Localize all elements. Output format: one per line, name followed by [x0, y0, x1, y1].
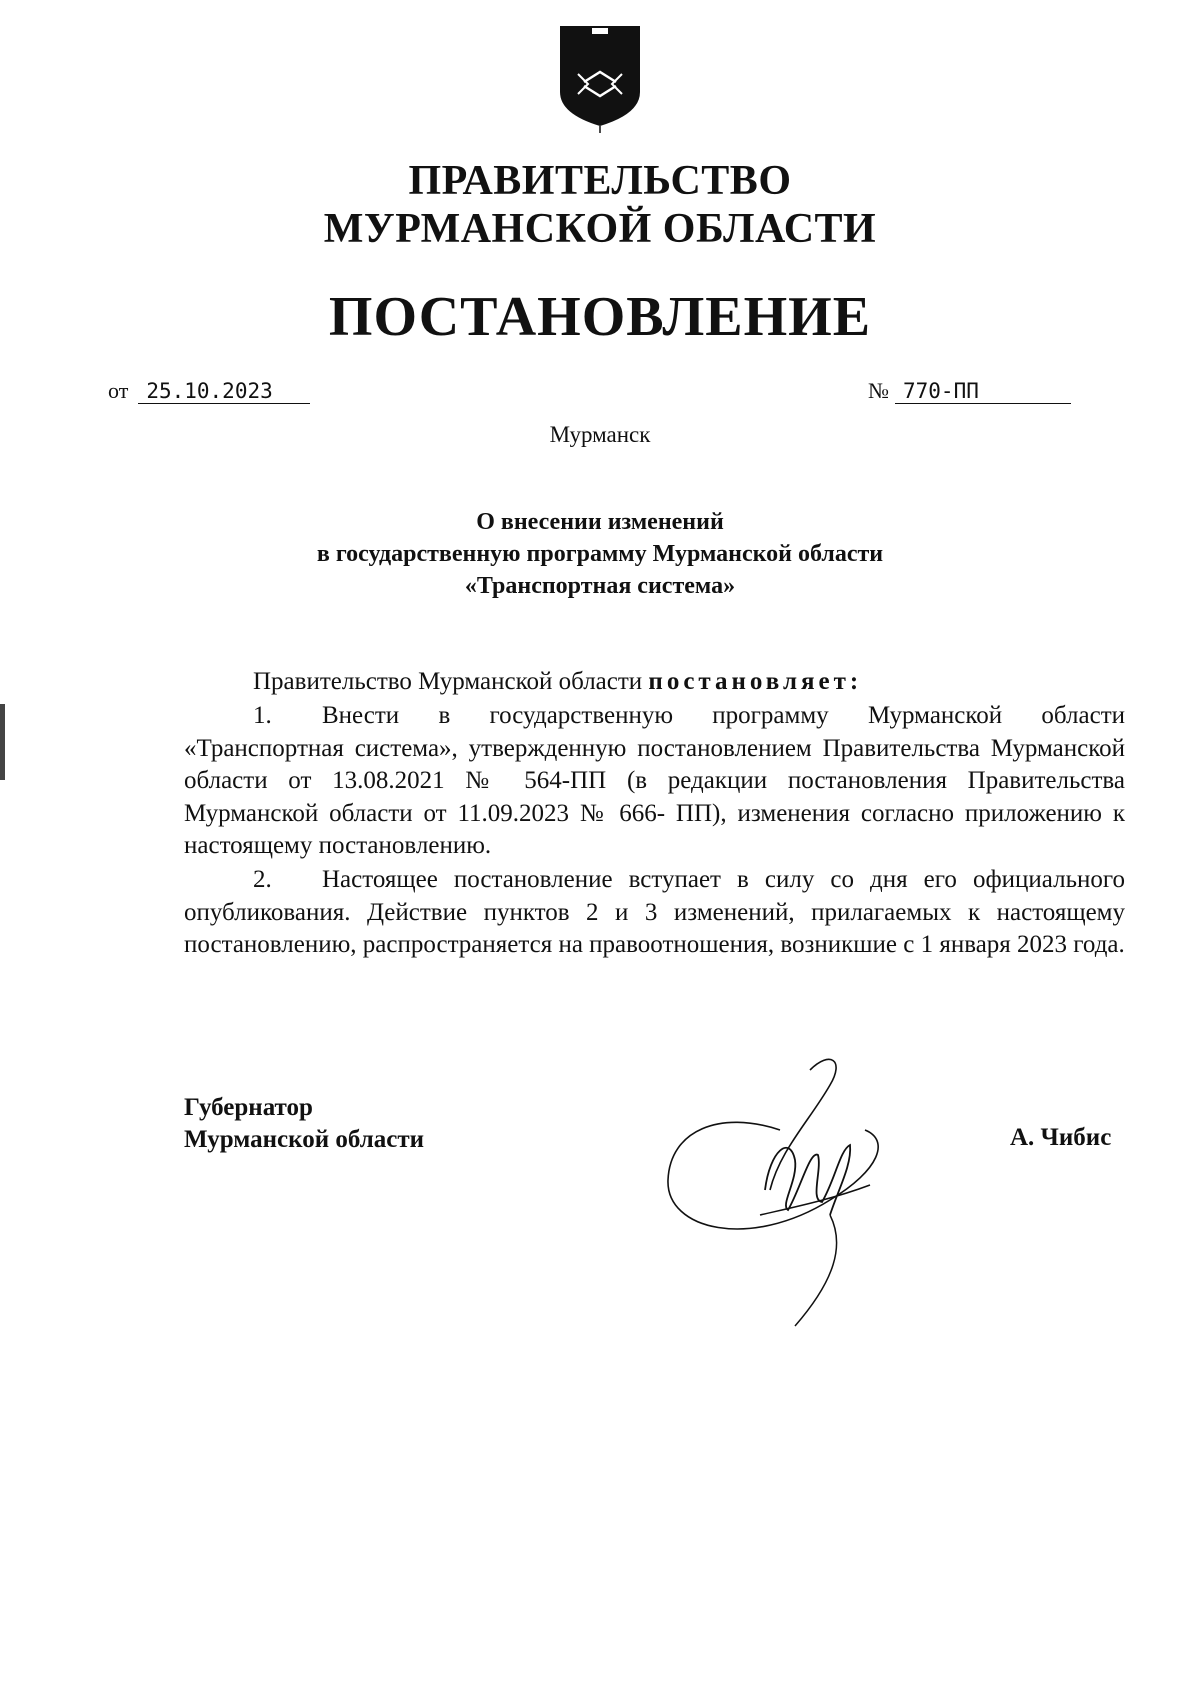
- decree-item: [184, 864, 1125, 962]
- city-name: Мурманск: [549, 422, 651, 447]
- decree-intro-text: Правительство Мурманской области: [253, 668, 643, 695]
- decree-item-text: Настоящее постановление вступает в силу со дня его официального опубликования. Действие пунктов 2 и 3 изменений, прилагаемых к настоящему постановлению, распространяется на правоотношения, возникшие с 1 января 2023 года.: [184, 866, 1125, 958]
- signatory-title-line1: Губернатор: [184, 1094, 313, 1121]
- decree-intro: [253, 668, 862, 696]
- org-name-line1: ПРАВИТЕЛЬСТВО: [408, 158, 792, 204]
- document-date: 25.10.2023: [138, 379, 310, 404]
- decree-item: [184, 700, 1125, 863]
- signatory-title-line2: Мурманской области: [184, 1126, 425, 1153]
- handwritten-signature: [660, 1040, 980, 1330]
- date-prefix: от: [108, 378, 129, 403]
- date-line: [108, 378, 310, 404]
- number-prefix: №: [868, 378, 889, 403]
- decree-keyword: постановляет:: [648, 668, 863, 695]
- scan-margin-mark: [0, 704, 5, 780]
- number-line: [868, 378, 1071, 404]
- org-name-line2: МУРМАНСКОЙ ОБЛАСТИ: [323, 206, 877, 252]
- decree-item-text: Внести в государственную программу Мурманской области «Транспортная система», утвержденную постановлением Правительства Мурманской области от 13.08.2021 № 564-ПП (в редакции постановления Правительства Мурманской области от 11.09.2023 № 666- ПП), изменения согласно приложению к настоящему постановлению.: [184, 702, 1125, 859]
- signatory-name: А. Чибис: [1010, 1124, 1112, 1151]
- subject-line3: «Транспортная система»: [464, 573, 736, 599]
- document-number: 770-ПП: [895, 379, 1071, 404]
- decree-item-number: 2.: [253, 866, 272, 893]
- subject-line1: О внесении изменений: [476, 509, 724, 535]
- subject-line2: в государственную программу Мурманской области: [316, 541, 884, 567]
- document-type-title: ПОСТАНОВЛЕНИЕ: [328, 286, 872, 348]
- decree-item-number: 1.: [253, 702, 272, 729]
- coat-of-arms-icon: [556, 22, 644, 134]
